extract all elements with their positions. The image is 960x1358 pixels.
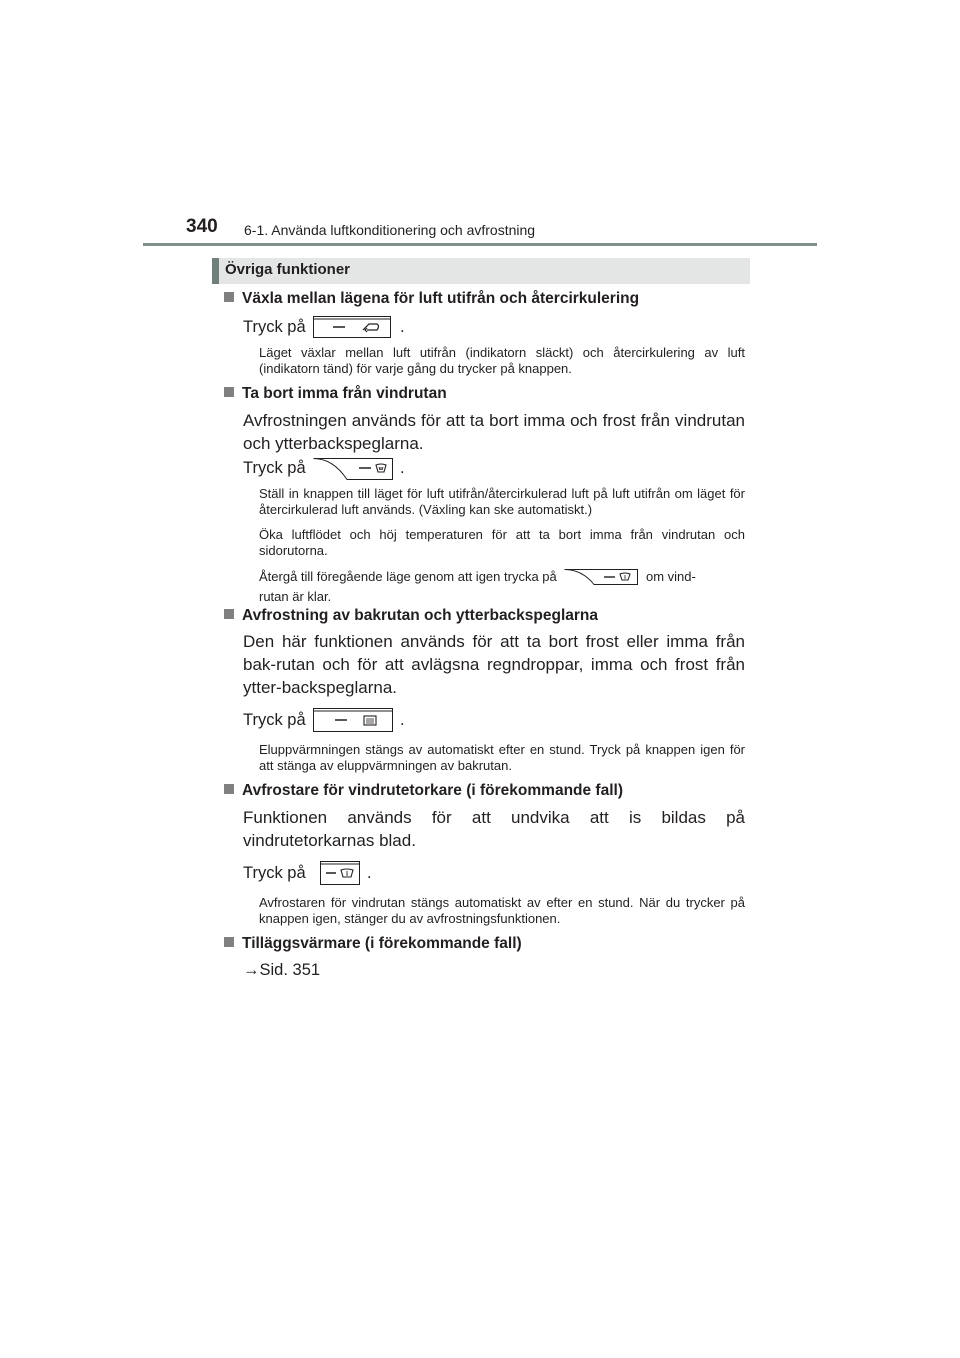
press-instruction: Tryck på (243, 459, 306, 477)
body-text: Funktionen används för att undvika att is bildas på vindrutetorkarnas blad. (243, 808, 745, 850)
note-text: Läget växlar mellan luft utifrån (indikatorn släckt) och återcirkulering av luft (indikatorn tänd) för varje gång du trycker på knappen. (259, 345, 745, 376)
press-instruction: Tryck på (243, 711, 306, 729)
note-text: Eluppvärmningen stängs av automatiskt efter en stund. Tryck på knappen igen för att stänga av eluppvärmningen av bakrutan. (259, 742, 745, 773)
note-text-return: Återgå till föregående läge genom att igen trycka på om vind- rutan är klar. (259, 569, 696, 604)
running-title: 6-1. Använda luftkonditionering och avfrostning (244, 222, 536, 238)
item-heading-auxiliary-heater: Tilläggsvärmare (i förekommande fall) (224, 935, 522, 953)
section-title: Övriga funktioner (225, 261, 351, 278)
header-rule (143, 243, 817, 246)
rear-defogger-button[interactable] (313, 708, 393, 732)
page-number: 340 (186, 216, 218, 237)
section-title-bar (212, 258, 750, 284)
note-text: Ställ in knappen till läget för luft utifrån/återcirkulerad luft på luft utifrån om läget för återcirkulerad luft används. (Växling kan ske automatiskt.) (259, 486, 745, 517)
bullet-square-icon (224, 292, 234, 302)
note-text: Öka luftflödet och höj temperaturen för att ta bort imma från vindrutan och sidorutorna. (259, 527, 745, 558)
page-reference-link[interactable]: →Sid. 351 (243, 961, 321, 979)
windshield-defrost-button-inline[interactable] (564, 567, 638, 589)
windshield-defrost-button[interactable] (313, 456, 393, 480)
body-text: Den här funktionen används för att ta bort frost eller imma från bak-rutan och för att avlägsna regndroppar, imma och frost från ytter-backspeglarna. (243, 632, 745, 697)
item-heading-rear-defog: Avfrostning av bakrutan och ytterbackspeglarna (224, 607, 598, 625)
section-accent (212, 258, 219, 284)
item-heading-windshield-defog: Ta bort imma från vindrutan (224, 385, 447, 403)
wiper-deicer-button[interactable] (320, 861, 360, 885)
bullet-square-icon (224, 937, 234, 947)
recirculation-button[interactable] (313, 316, 391, 338)
bullet-square-icon (224, 387, 234, 397)
note-text: Avfrostaren för vindrutan stängs automatiskt av efter en stund. När du trycker på knappen igen, stänger du av avfrostningsfunktionen. (259, 895, 745, 926)
press-instruction: Tryck på (243, 864, 306, 882)
body-text: Avfrostningen används för att ta bort imma och frost från vindrutan och ytterbackspeglarna. (243, 411, 745, 453)
item-heading-wiper-deicer: Avfrostare för vindrutetorkare (i förekommande fall) (224, 782, 623, 800)
press-instruction: Tryck på (243, 318, 306, 336)
item-heading-recirculation: Växla mellan lägena för luft utifrån och återcirkulering (224, 290, 639, 308)
bullet-square-icon (224, 609, 234, 619)
bullet-square-icon (224, 784, 234, 794)
